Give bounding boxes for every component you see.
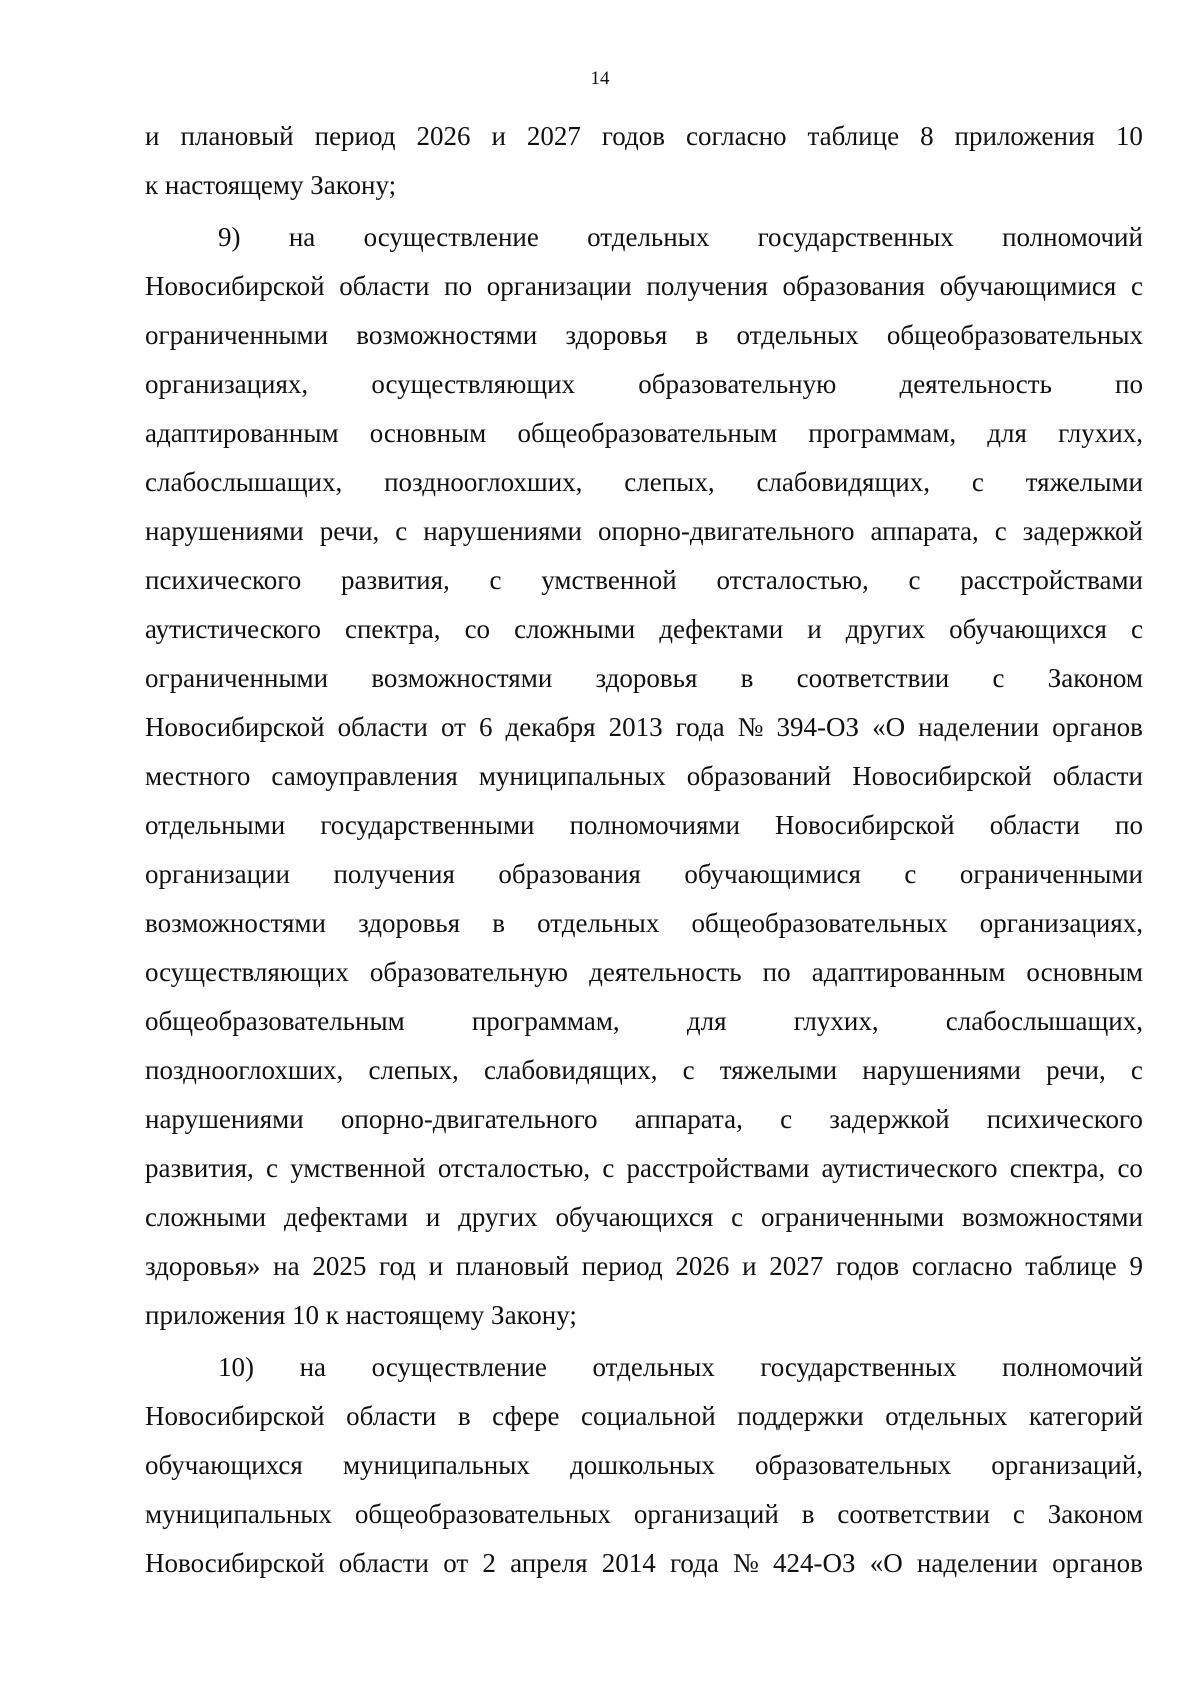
word: опорно-двигательного (597, 516, 855, 546)
word: 424-ОЗ (772, 1548, 856, 1578)
word: речи, (319, 516, 380, 546)
word: основным (1026, 957, 1143, 987)
word: 2025 (312, 1251, 367, 1281)
word: здоровья (595, 663, 698, 693)
word: осуществляющих (145, 957, 349, 987)
word: задержкой (1022, 516, 1143, 546)
text-line (145, 213, 1143, 262)
word: в (801, 1499, 815, 1529)
word: нарушениями (423, 516, 582, 546)
word: на (273, 1251, 300, 1281)
word: с (602, 1153, 615, 1183)
word: декабря (505, 712, 596, 742)
word: слабовидящих, (483, 1055, 658, 1085)
text-line (145, 899, 1143, 948)
word: в (492, 908, 505, 938)
text-line (145, 556, 1143, 605)
word: умственной (290, 1153, 426, 1183)
word: ограниченными (145, 663, 329, 693)
word: Новосибирской (145, 1548, 325, 1578)
word: со (1117, 1153, 1143, 1183)
text-line (145, 948, 1143, 997)
word: таблице (1025, 1251, 1117, 1281)
text-line (145, 409, 1143, 458)
text-line (145, 850, 1143, 899)
word: с (971, 467, 984, 497)
word: образования (782, 271, 925, 301)
word: годов (836, 1251, 900, 1281)
word: нарушениями (145, 516, 304, 546)
word: по (1115, 369, 1143, 399)
word: 8 (920, 121, 934, 151)
word: с (994, 516, 1007, 546)
word: муниципальных (478, 761, 666, 791)
word: задержкой (829, 1104, 950, 1134)
word: социальной (580, 1401, 716, 1431)
word: полномочий (1002, 1352, 1143, 1382)
text-line (145, 458, 1143, 507)
word: получения (646, 271, 768, 301)
word: полномочий (1002, 222, 1143, 252)
text-line (145, 1046, 1143, 1095)
text-line (145, 1539, 1143, 1588)
word: нарушениями (145, 1104, 304, 1134)
text-line (145, 1144, 1143, 1193)
word: 6 (478, 712, 493, 742)
word: с (992, 663, 1005, 693)
word: годов (601, 121, 665, 151)
word: и (145, 121, 160, 151)
word: 2013 (608, 712, 663, 742)
word: образовательную (369, 957, 568, 987)
word: для (686, 1006, 727, 1036)
word: соответствии (837, 1499, 990, 1529)
word: организациях, (979, 908, 1143, 938)
word: Новосибирской (775, 810, 955, 840)
word: от (440, 712, 466, 742)
text-line (145, 112, 1143, 161)
word: полномочиями (569, 810, 740, 840)
text-line (145, 997, 1143, 1046)
word: организаций (633, 1499, 779, 1529)
word: области (338, 1548, 430, 1578)
word: спектра, (1009, 1153, 1106, 1183)
text-line (145, 1242, 1143, 1291)
word: таблице (807, 121, 900, 151)
word: 2027 (526, 121, 581, 151)
word: отсталостью, (716, 565, 869, 595)
word: плановый (455, 1251, 570, 1281)
word: наделении (916, 1548, 1038, 1578)
word: 2014 (601, 1548, 656, 1578)
word: слепых, (624, 467, 715, 497)
word: опорно-двигательного (340, 1104, 598, 1134)
word: получения (333, 859, 455, 889)
word: 2026 (675, 1251, 730, 1281)
text-line (145, 1095, 1143, 1144)
word: 10) (218, 1352, 254, 1382)
word: с (904, 859, 917, 889)
word: ограниченными (761, 1202, 945, 1232)
text-line (145, 360, 1143, 409)
word: глухих, (1058, 418, 1143, 448)
text-line (145, 1490, 1143, 1539)
word: муниципальных (145, 1499, 332, 1529)
page-number: 14 (590, 68, 610, 89)
word: отдельных (885, 1401, 1008, 1431)
word: по (762, 957, 791, 987)
text-line (145, 1441, 1143, 1490)
word: осуществление (363, 222, 539, 252)
word: с (1130, 614, 1143, 644)
word: и (428, 1251, 444, 1281)
word: области (337, 712, 428, 742)
word: сложными (514, 614, 636, 644)
word: обучающимися (939, 271, 1117, 301)
word: программам, (471, 1006, 620, 1036)
word: с (1012, 1499, 1025, 1529)
word: с (908, 565, 921, 595)
word: области (339, 271, 430, 301)
word: образовательных (755, 1450, 952, 1480)
word: дошкольных (570, 1450, 715, 1480)
word: возможностями (371, 663, 553, 693)
word: государственными (320, 810, 535, 840)
word: обучающихся (145, 1450, 303, 1480)
word: слепых, (368, 1055, 459, 1085)
word: основным (369, 418, 487, 448)
word: на (299, 1352, 327, 1382)
text-line (145, 1193, 1143, 1242)
word: общеобразовательных (886, 320, 1143, 350)
word: аутистического (821, 1153, 998, 1183)
word: с (682, 1055, 695, 1085)
word: в (740, 663, 754, 693)
word: образований (686, 761, 832, 791)
word: Законом (1047, 1499, 1143, 1529)
word: и (807, 614, 822, 644)
word: программам, (808, 418, 957, 448)
word: развития, (145, 1153, 254, 1183)
word: 2027 (769, 1251, 824, 1281)
word: ограниченными (145, 320, 329, 350)
word: № (733, 1548, 759, 1578)
word: расстройствами (626, 1153, 810, 1183)
word: общеобразовательных (354, 1499, 611, 1529)
word: года (669, 1548, 719, 1578)
text-line (145, 654, 1143, 703)
word: 394-ОЗ (776, 712, 859, 742)
word: тяжелыми (719, 1055, 838, 1085)
word: возможностями (356, 320, 538, 350)
word: государственных (760, 1352, 957, 1382)
word: деятельность (899, 369, 1052, 399)
text-line (145, 1392, 1143, 1441)
document-body (145, 112, 1143, 1588)
word: с (1130, 1055, 1143, 1085)
word: муниципальных (342, 1450, 530, 1480)
word: аутистического (145, 614, 321, 644)
word: дефектами (283, 1202, 408, 1232)
word: позднооглохших, (145, 1055, 344, 1085)
word: аппарата, (634, 1104, 743, 1134)
word: в (457, 1401, 471, 1431)
word: отдельных (736, 320, 859, 350)
word: здоровья (565, 320, 668, 350)
word: нарушениями (862, 1055, 1021, 1085)
word: сфере (492, 1401, 560, 1431)
word: с (395, 516, 408, 546)
word: самоуправления (271, 761, 458, 791)
word: Новосибирской (145, 1401, 325, 1431)
word: здоровья» (145, 1251, 261, 1281)
word: «О (872, 712, 906, 742)
word: психического (986, 1104, 1143, 1134)
word: возможностями (145, 908, 326, 938)
word: слабослышащих, (945, 1006, 1143, 1036)
word: области (346, 1401, 437, 1431)
word: ограниченными (959, 859, 1143, 889)
word: согласно (911, 1251, 1013, 1281)
word: образовательную (638, 369, 837, 399)
text-line (145, 507, 1143, 556)
word: аппарата, (870, 516, 979, 546)
text-line: приложения 10 к настоящему Закону; (145, 1300, 577, 1330)
word: по (444, 271, 473, 301)
word: спектра, (345, 614, 441, 644)
word: отсталостью, (437, 1153, 591, 1183)
word: 10 (1115, 121, 1143, 151)
word: 9) (218, 222, 241, 252)
word: области (1052, 761, 1143, 791)
text-line (145, 605, 1143, 654)
word: соответствии (796, 663, 950, 693)
word: на (288, 222, 316, 252)
word: области (989, 810, 1080, 840)
word: плановый (180, 121, 294, 151)
word: слабовидящих, (756, 467, 930, 497)
word: для (987, 418, 1027, 448)
word: отдельных (537, 908, 660, 938)
text-line (145, 801, 1143, 850)
word: речи, (1046, 1055, 1106, 1085)
word: 2 (482, 1548, 496, 1578)
word: государственных (757, 222, 954, 252)
word: с (489, 565, 502, 595)
word: организациях, (145, 369, 309, 399)
word: глухих, (793, 1006, 879, 1036)
word: года (675, 712, 725, 742)
word: организаций, (991, 1450, 1143, 1480)
word: возможностями (962, 1202, 1143, 1232)
word: позднооглохших, (384, 467, 583, 497)
word: дефектами (659, 614, 784, 644)
text-line: к настоящему Закону; (145, 170, 397, 200)
word: в (695, 320, 709, 350)
word: тяжелыми (1025, 467, 1143, 497)
word: деятельность (589, 957, 742, 987)
word: с (780, 1104, 793, 1134)
word: год (379, 1251, 416, 1281)
word: отдельных (587, 222, 710, 252)
word: организации (145, 859, 290, 889)
word: осуществление (371, 1352, 547, 1382)
word: категорий (1028, 1401, 1143, 1431)
word: обучающихся (555, 1202, 714, 1232)
word: с (265, 1153, 278, 1183)
text-line (145, 752, 1143, 801)
text-line (145, 703, 1143, 752)
word: отдельных (592, 1352, 715, 1382)
word: и (425, 1202, 441, 1232)
word: и (491, 121, 506, 151)
word: приложения (954, 121, 1095, 151)
word: период (314, 121, 396, 151)
word: № (737, 712, 764, 742)
word: обучающимися (684, 859, 861, 889)
word: слабослышащих, (145, 467, 343, 497)
word: умственной (541, 565, 677, 595)
word: поддержки (737, 1401, 864, 1431)
word: и (742, 1251, 757, 1281)
word: органов (1052, 712, 1143, 742)
word: развития, (340, 565, 450, 595)
word: обучающихся (949, 614, 1107, 644)
word: 2026 (416, 121, 471, 151)
word: общеобразовательных (691, 908, 948, 938)
text-line (145, 311, 1143, 360)
word: расстройствами (960, 565, 1143, 595)
word: общеобразовательным (517, 418, 778, 448)
word: других (458, 1202, 538, 1232)
word: Новосибирской (145, 712, 325, 742)
word: согласно (685, 121, 787, 151)
word: «О (869, 1548, 903, 1578)
word: Законом (1047, 663, 1143, 693)
word: 9 (1129, 1251, 1143, 1281)
word: Новосибирской (852, 761, 1032, 791)
word: образования (498, 859, 641, 889)
word: сложными (145, 1202, 267, 1232)
word: осуществляющих (371, 369, 576, 399)
word: Новосибирской (145, 271, 325, 301)
word: органов (1052, 1548, 1143, 1578)
word: здоровья (358, 908, 461, 938)
word: местного (145, 761, 251, 791)
word: адаптированным (811, 957, 1006, 987)
word: психического (145, 565, 302, 595)
word: период (581, 1251, 663, 1281)
word: от (443, 1548, 469, 1578)
word: апреля (510, 1548, 588, 1578)
word: наделении (918, 712, 1040, 742)
word: с (731, 1202, 744, 1232)
word: со (464, 614, 491, 644)
word: с (1130, 271, 1143, 301)
word: по (1115, 810, 1143, 840)
word: организации (486, 271, 632, 301)
text-line (145, 1343, 1143, 1392)
text-line (145, 262, 1143, 311)
word: отдельными (145, 810, 286, 840)
word: адаптированным (145, 418, 339, 448)
word: общеобразовательным (145, 1006, 405, 1036)
word: других (845, 614, 926, 644)
